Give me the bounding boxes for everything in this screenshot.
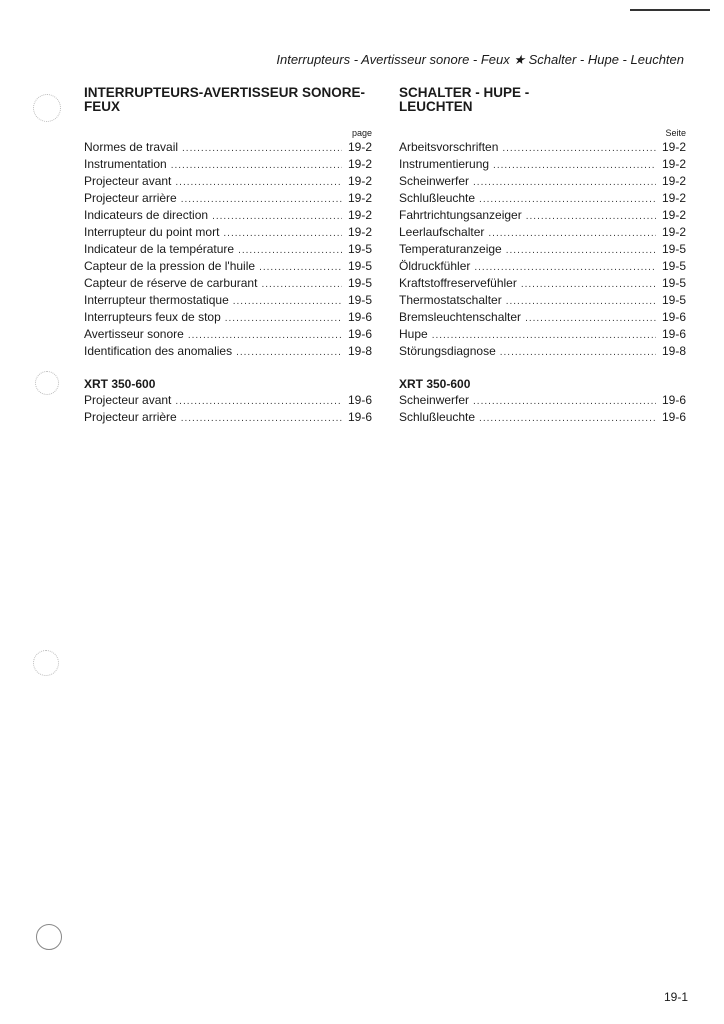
toc-page: 19-2: [347, 140, 372, 154]
toc-label: Capteur de réserve de carburant: [84, 276, 258, 290]
toc-row: [399, 258, 686, 275]
toc-row: [84, 292, 372, 309]
toc-page: 19-2: [661, 191, 686, 205]
leader-dots: [182, 140, 342, 157]
german-title-line1: SCHALTER - HUPE -: [399, 85, 530, 100]
german-title-line2: LEUCHTEN: [399, 99, 473, 114]
leader-dots: [261, 276, 342, 293]
toc-page: 19-2: [661, 140, 686, 154]
toc-row: [84, 258, 372, 275]
punch-hole-mark: [35, 371, 59, 395]
toc-label: Öldruckfühler: [399, 259, 471, 273]
toc-row: [84, 173, 372, 190]
leader-dots: [474, 259, 656, 276]
toc-label: Projecteur avant: [84, 393, 172, 407]
german-section-title: [399, 86, 686, 116]
toc-page: 19-6: [347, 393, 372, 407]
top-rule: [630, 9, 710, 11]
toc-page: 19-2: [347, 157, 372, 171]
page-number: 19-1: [663, 990, 688, 1004]
toc-row: [399, 409, 686, 426]
leader-dots: [188, 327, 342, 344]
leader-dots: [432, 327, 656, 344]
leader-dots: [223, 225, 342, 242]
toc-row: [84, 275, 372, 292]
leader-dots: [181, 191, 342, 208]
leader-dots: [521, 276, 656, 293]
toc-label: Avertisseur sonore: [84, 327, 184, 341]
leader-dots: [526, 208, 656, 225]
toc-label: Interrupteur du point mort: [84, 225, 220, 239]
toc-label: Interrupteur thermostatique: [84, 293, 229, 307]
toc-label: Identification des anomalies: [84, 344, 233, 358]
leader-dots: [493, 157, 656, 174]
toc-label: Instrumentation: [84, 157, 167, 171]
french-section-title: [84, 86, 372, 116]
leader-dots: [259, 259, 342, 276]
toc-label: Leerlaufschalter: [399, 225, 485, 239]
toc-label: Interrupteurs feux de stop: [84, 310, 221, 324]
toc-page: 19-5: [347, 276, 372, 290]
toc-label: Capteur de la pression de l'huile: [84, 259, 256, 273]
toc-row: [84, 392, 372, 409]
toc-label: Störungsdiagnose: [399, 344, 496, 358]
toc-page: 19-2: [661, 174, 686, 188]
french-column: [84, 86, 372, 360]
french-title-line2: FEUX: [84, 99, 121, 114]
french-page-label: page: [351, 128, 372, 138]
leader-dots: [479, 410, 656, 427]
toc-row: [84, 309, 372, 326]
german-column: [399, 86, 686, 360]
toc-page: 19-5: [347, 242, 372, 256]
leader-dots: [212, 208, 342, 225]
toc-row: [399, 156, 686, 173]
toc-row: [84, 343, 372, 360]
french-xrt-block: [84, 376, 372, 426]
toc-label: Schlußleuchte: [399, 191, 476, 205]
leader-dots: [236, 344, 342, 361]
leader-dots: [233, 293, 342, 310]
toc-page: 19-6: [347, 310, 372, 324]
leader-dots: [479, 191, 656, 208]
toc-page: 19-2: [661, 157, 686, 171]
toc-row: [84, 409, 372, 426]
toc-page: 19-5: [661, 242, 686, 256]
leader-dots: [175, 174, 342, 191]
toc-row: [399, 292, 686, 309]
running-header: Interrupteurs - Avertisseur sonore - Feux ★ Schalter - Hupe - Leuchten: [276, 52, 684, 67]
toc-label: Fahrtrichtungsanzeiger: [399, 208, 522, 222]
leader-dots: [238, 242, 342, 259]
toc-label: Scheinwerfer: [399, 393, 470, 407]
punch-hole-mark: [33, 650, 59, 676]
toc-page: 19-5: [347, 293, 372, 307]
leader-dots: [473, 393, 656, 410]
punch-hole-mark: [36, 924, 62, 950]
toc-page: 19-2: [661, 225, 686, 239]
toc-row: [399, 224, 686, 241]
toc-page: 19-2: [661, 208, 686, 222]
german-sub-toc: [399, 392, 686, 426]
german-xrt-block: [399, 376, 686, 426]
toc-row: [399, 326, 686, 343]
toc-row: [399, 392, 686, 409]
toc-page: 19-2: [347, 225, 372, 239]
toc-label: Indicateurs de direction: [84, 208, 209, 222]
toc-page: 19-6: [661, 327, 686, 341]
toc-page: 19-6: [661, 410, 686, 424]
leader-dots: [175, 393, 342, 410]
toc-row: [84, 190, 372, 207]
toc-row: [84, 326, 372, 343]
toc-page: 19-5: [347, 259, 372, 273]
toc-label: Scheinwerfer: [399, 174, 470, 188]
punch-hole-mark: [33, 94, 61, 122]
toc-row: [399, 207, 686, 224]
toc-row: [399, 139, 686, 156]
toc-page: 19-6: [661, 310, 686, 324]
toc-page: 19-6: [347, 327, 372, 341]
leader-dots: [473, 174, 656, 191]
toc-label: Instrumentierung: [399, 157, 490, 171]
toc-label: Arbeitsvorschriften: [399, 140, 499, 154]
german-page-label: Seite: [665, 128, 686, 138]
toc-label: Projecteur avant: [84, 174, 172, 188]
toc-page: 19-5: [661, 293, 686, 307]
toc-label: Temperaturanzeige: [399, 242, 502, 256]
toc-row: [399, 275, 686, 292]
toc-page: 19-6: [347, 410, 372, 424]
toc-page: 19-6: [661, 393, 686, 407]
toc-row: [84, 139, 372, 156]
german-toc: [399, 139, 686, 360]
toc-row: [399, 343, 686, 360]
french-toc: [84, 139, 372, 360]
toc-label: Normes de travail: [84, 140, 179, 154]
leader-dots: [488, 225, 656, 242]
toc-label: Projecteur arrière: [84, 410, 177, 424]
toc-label: Kraftstoffreservefühler: [399, 276, 517, 290]
leader-dots: [502, 140, 656, 157]
toc-label: Projecteur arrière: [84, 191, 177, 205]
toc-row: [84, 224, 372, 241]
toc-row: [399, 173, 686, 190]
toc-row: [399, 190, 686, 207]
toc-label: Hupe: [399, 327, 428, 341]
leader-dots: [506, 242, 656, 259]
toc-page: 19-2: [347, 208, 372, 222]
leader-dots: [506, 293, 656, 310]
toc-page: 19-5: [661, 259, 686, 273]
leader-dots: [525, 310, 656, 327]
german-sub-title: XRT 350-600: [399, 377, 471, 391]
french-sub-title: XRT 350-600: [84, 377, 156, 391]
leader-dots: [171, 157, 342, 174]
french-sub-toc: [84, 392, 372, 426]
french-title-line1: INTERRUPTEURS-AVERTISSEUR SONORE-: [84, 85, 366, 100]
toc-row: [399, 309, 686, 326]
toc-row: [84, 156, 372, 173]
toc-label: Schlußleuchte: [399, 410, 476, 424]
leader-dots: [500, 344, 656, 361]
toc-page: 19-8: [347, 344, 372, 358]
toc-row: [84, 207, 372, 224]
toc-page: 19-2: [347, 191, 372, 205]
toc-label: Indicateur de la température: [84, 242, 235, 256]
toc-page: 19-8: [661, 344, 686, 358]
toc-row: [399, 241, 686, 258]
toc-label: Thermostatschalter: [399, 293, 502, 307]
toc-page: 19-5: [661, 276, 686, 290]
toc-row: [84, 241, 372, 258]
toc-label: Bremsleuchtenschalter: [399, 310, 522, 324]
leader-dots: [225, 310, 342, 327]
toc-page: 19-2: [347, 174, 372, 188]
leader-dots: [181, 410, 342, 427]
